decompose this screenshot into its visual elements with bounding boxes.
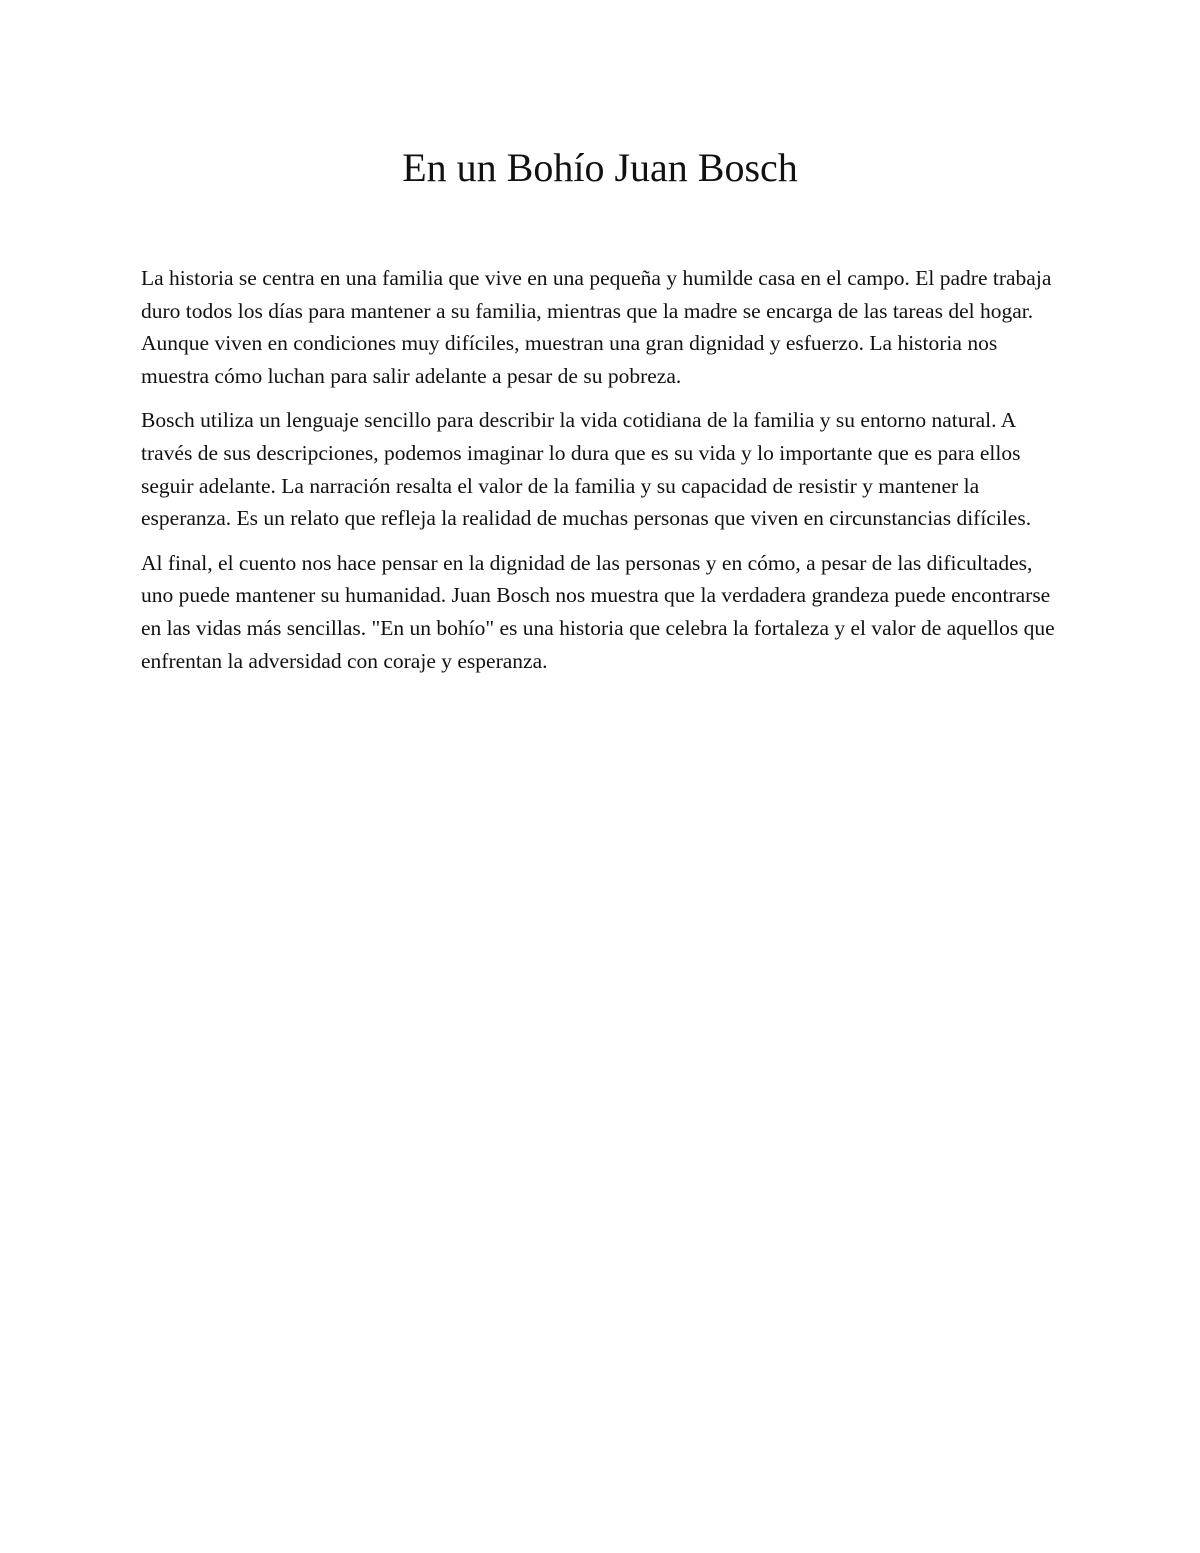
body-paragraph-1: La historia se centra en una familia que vive en una pequeña y humilde casa en el campo. El padre trabaja duro todos los días para mantener a su familia, mientras que la madre se encarga de las tareas del hogar. Aunque viven en condiciones muy difíciles, muestran una gran dignidad y esfuerzo. La historia nos muestra cómo luchan para salir adelante a pesar de su pobreza. bbox=[141, 266, 1052, 388]
body-paragraph-2: Bosch utiliza un lenguaje sencillo para describir la vida cotidiana de la familia y su entorno natural. A través de sus descripciones, podemos imaginar lo dura que es su vida y lo importante que es para ellos seguir adelante. La narración resalta el valor de la familia y su capacidad de resistir y mantener la esperanza. Es un relato que refleja la realidad de muchas personas que viven en circunstancias difíciles. bbox=[141, 408, 1032, 531]
document-title: En un Bohío Juan Bosch bbox=[402, 145, 798, 190]
document-body bbox=[141, 262, 1066, 689]
body-paragraph-3: Al final, el cuento nos hace pensar en la dignidad de las personas y en cómo, a pesar de las dificultades, uno puede mantener su humanidad. Juan Bosch nos muestra que la verdadera grandeza puede encontrarse en las vidas más sencillas. "En un bohío" es una historia que celebra la fortaleza y el valor de aquellos que enfrentan la adversidad con coraje y esperanza. bbox=[141, 550, 1055, 673]
